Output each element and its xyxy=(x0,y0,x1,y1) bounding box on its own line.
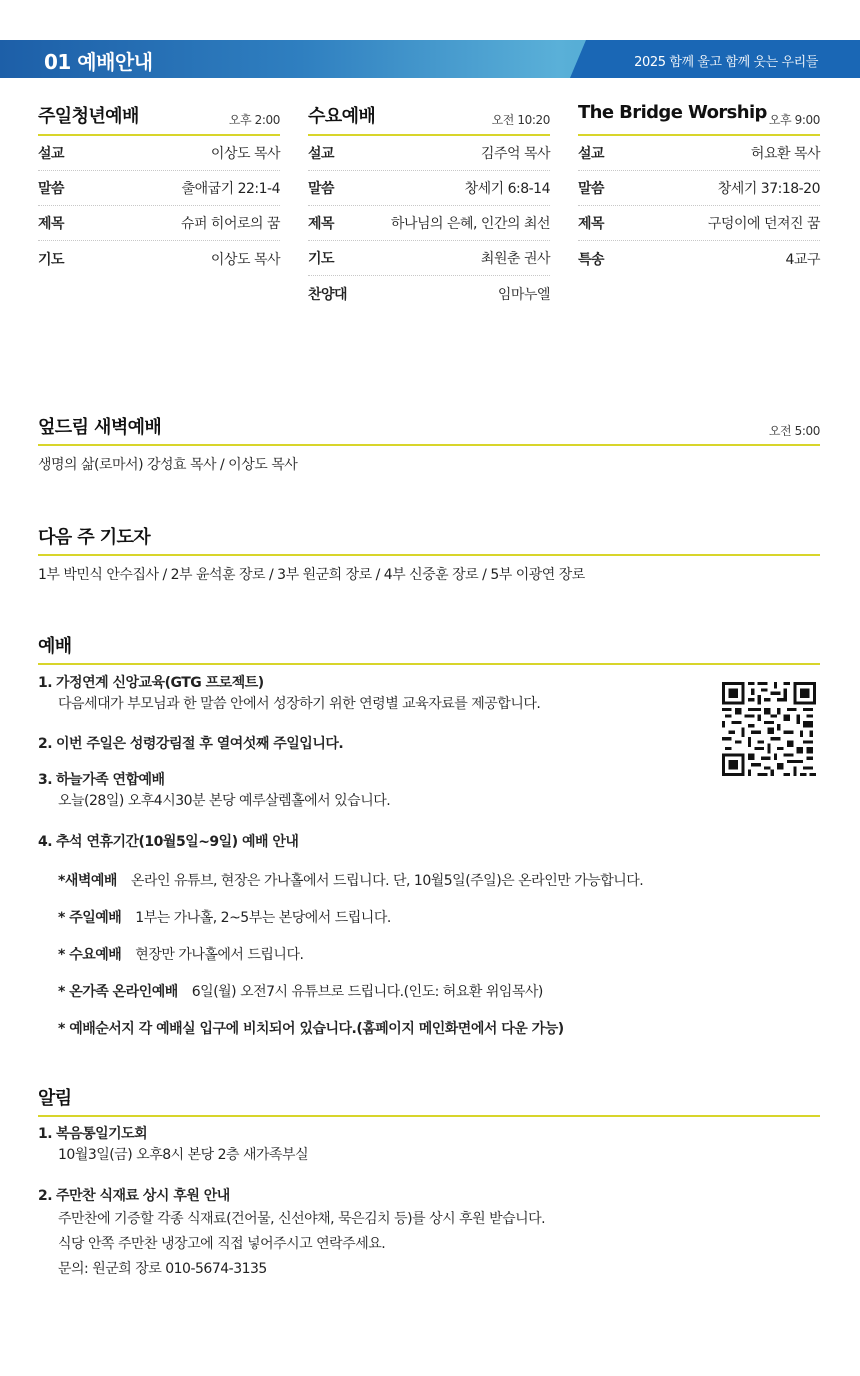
section-title: 예배 xyxy=(38,636,72,657)
service-sunday-youth xyxy=(38,102,280,276)
row-key: 설교 xyxy=(38,146,65,162)
note-text: 온라인 유튜브, 현장은 가나홀에서 드립니다. 단, 10월5일(주일)은 온라인만 가능합니다. xyxy=(130,873,644,889)
row-key: 기도 xyxy=(38,251,65,268)
service-time: 오후 2:00 xyxy=(228,113,280,127)
row-key: 설교 xyxy=(308,146,335,162)
item-number: 2. xyxy=(38,1188,53,1204)
service-time: 오후 9:00 xyxy=(768,113,820,127)
service-name: 수요예배 xyxy=(308,106,376,127)
row-key: 찬양대 xyxy=(308,286,348,303)
row-value: 이상도 목사 xyxy=(210,146,280,162)
list-item xyxy=(38,673,540,715)
service-time: 오전 10:20 xyxy=(491,113,550,127)
row-value: 구덩이에 던져진 꿈 xyxy=(707,216,820,232)
note-label: *새벽예배 xyxy=(58,873,117,889)
service-row xyxy=(578,171,820,206)
item-heading: 하늘가족 연합예배 xyxy=(56,772,165,788)
service-row xyxy=(38,241,280,276)
section-title: 알림 xyxy=(38,1088,72,1109)
list-item xyxy=(38,734,343,755)
service-row xyxy=(308,276,550,311)
row-key: 기도 xyxy=(308,251,335,267)
service-row xyxy=(578,241,820,276)
list-item xyxy=(38,1124,308,1166)
service-bridge-worship xyxy=(578,102,820,276)
item-heading: 추석 연휴기간(10월5일~9일) 예배 안내 xyxy=(56,834,299,850)
row-value: 허요환 목사 xyxy=(750,146,820,162)
note-label: * 주일예배 xyxy=(58,910,122,926)
row-key: 설교 xyxy=(578,146,605,162)
row-key: 말씀 xyxy=(38,181,65,197)
item-detail: 식당 안쪽 주만찬 냉장고에 직접 넣어주시고 연락주세요. xyxy=(58,1236,386,1252)
section-title: 다음 주 기도자 xyxy=(38,527,151,548)
row-key: 특송 xyxy=(578,251,605,268)
item-number: 1. xyxy=(38,1126,53,1142)
section-time: 오전 5:00 xyxy=(768,424,820,438)
list-item xyxy=(38,770,390,812)
row-value: 창세기 37:18-20 xyxy=(717,181,820,197)
section-title: 엎드림 새벽예배 xyxy=(38,417,162,438)
row-value: 하나님의 은혜, 인간의 최선 xyxy=(390,216,550,232)
note-label: * 예배순서지 각 예배실 입구에 비치되어 있습니다.(홈페이지 메인화면에서 다운 가능) xyxy=(58,1021,564,1037)
row-key: 제목 xyxy=(38,216,65,232)
service-row xyxy=(308,241,550,276)
row-key: 제목 xyxy=(308,216,335,232)
service-row xyxy=(38,136,280,171)
service-row xyxy=(578,136,820,171)
row-value: 최원춘 권사 xyxy=(480,251,550,267)
note-text: 6일(월) 오전7시 유튜브로 드립니다.(인도: 허요환 위임목사) xyxy=(191,984,543,1000)
service-row xyxy=(38,171,280,206)
row-value: 창세기 6:8-14 xyxy=(464,181,550,197)
dawn-service-section xyxy=(38,414,820,474)
service-name: 주일청년예배 xyxy=(38,106,139,127)
service-row xyxy=(38,206,280,241)
service-row xyxy=(578,206,820,241)
holiday-note xyxy=(58,870,643,890)
banner-slogan: 2025 함께 울고 함께 웃는 우리들 xyxy=(634,55,818,70)
item-heading: 주만찬 식재료 상시 후원 안내 xyxy=(56,1188,230,1204)
service-row xyxy=(308,206,550,241)
item-number: 4. xyxy=(38,834,53,850)
service-wednesday xyxy=(308,102,550,311)
note-text: 현장만 가나홀에서 드립니다. xyxy=(135,947,304,963)
item-detail: 주만찬에 기증할 각종 식재료(건어물, 신선야채, 묵은김치 등)를 상시 후원 받습니다. xyxy=(58,1211,546,1227)
section-body: 생명의 삶(로마서) 강성효 목사 / 이상도 목사 xyxy=(38,457,298,473)
note-text: 1부는 가나홀, 2~5부는 본당에서 드립니다. xyxy=(135,910,391,926)
row-key: 말씀 xyxy=(578,181,605,197)
item-detail: 10월3일(금) 오후8시 본당 2층 새가족부실 xyxy=(58,1147,309,1163)
holiday-note xyxy=(58,907,391,927)
item-heading: 가정연계 신앙교육(GTG 프로젝트) xyxy=(56,675,264,691)
item-heading: 복음통일기도회 xyxy=(56,1126,148,1142)
row-value: 임마누엘 xyxy=(497,286,550,303)
item-number: 3. xyxy=(38,772,53,788)
item-number: 1. xyxy=(38,675,53,691)
row-value: 김주억 목사 xyxy=(480,146,550,162)
service-row xyxy=(308,136,550,171)
item-heading: 이번 주일은 성령강림절 후 열여섯째 주일입니다. xyxy=(56,736,344,752)
row-key: 제목 xyxy=(578,216,605,232)
row-value: 이상도 목사 xyxy=(210,251,280,268)
list-item xyxy=(38,1186,545,1282)
item-detail: 문의: 원군희 장로 010-5674-3135 xyxy=(58,1261,267,1277)
header-banner xyxy=(0,40,860,78)
row-key: 말씀 xyxy=(308,181,335,197)
holiday-note xyxy=(58,944,303,964)
row-value: 4교구 xyxy=(785,251,820,268)
row-value: 출애굽기 22:1-4 xyxy=(181,181,280,197)
row-value: 슈퍼 히어로의 꿈 xyxy=(180,216,280,232)
notice-section xyxy=(38,1085,820,1117)
item-detail: 오늘(28일) 오후4시30분 본당 예루살렘홀에서 있습니다. xyxy=(58,793,391,809)
holiday-note xyxy=(58,1018,564,1038)
item-detail: 다음세대가 부모님과 한 말씀 안에서 성장하기 위한 연령별 교육자료를 제공합니다. xyxy=(58,696,541,712)
note-label: * 수요예배 xyxy=(58,947,122,963)
service-name: The Bridge Worship xyxy=(578,102,767,123)
qr-code-icon[interactable] xyxy=(722,682,816,776)
list-item xyxy=(38,832,298,853)
item-number: 2. xyxy=(38,736,53,752)
holiday-note xyxy=(58,981,543,1001)
page-title: 01 예배안내 xyxy=(44,50,153,74)
section-body: 1부 박민식 안수집사 / 2부 윤석훈 장로 / 3부 원군희 장로 / 4부 신중훈 장로 / 5부 이광연 장로 xyxy=(38,567,585,583)
service-row xyxy=(308,171,550,206)
note-label: * 온가족 온라인예배 xyxy=(58,984,178,1000)
worship-section xyxy=(38,633,820,665)
prayers-section xyxy=(38,524,820,584)
